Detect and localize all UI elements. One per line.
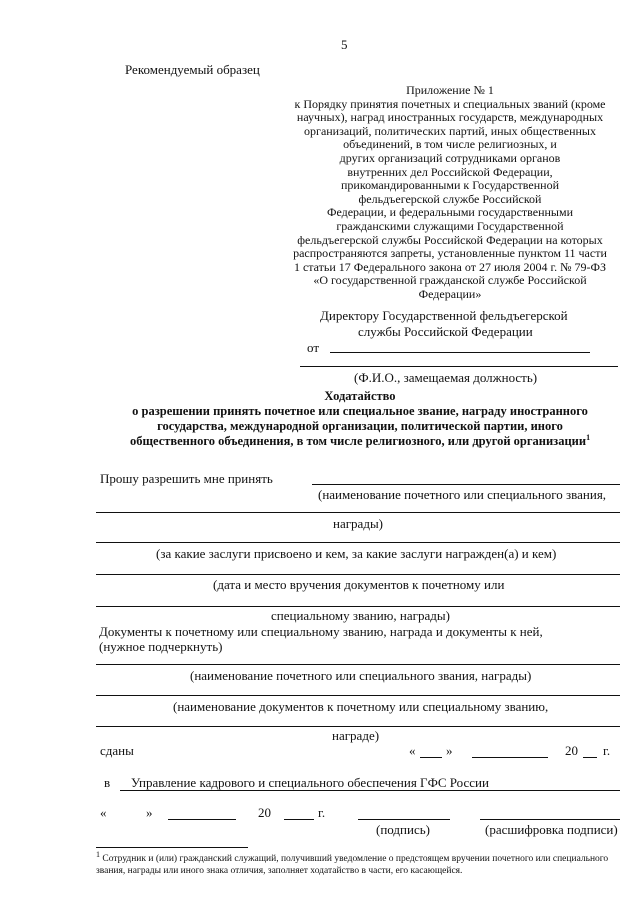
appendix-line: научных), наград иностранных государств, международных xyxy=(296,110,604,125)
handed-month-input[interactable] xyxy=(472,757,548,758)
award-name-input-line[interactable] xyxy=(312,484,620,485)
addressee-line-1: Директору Государственной фельдъегерской xyxy=(320,308,568,323)
quote-open: « xyxy=(409,743,416,758)
quote-open-2: « xyxy=(100,805,107,820)
from-label: от xyxy=(307,340,320,355)
request-label: Прошу разрешить мне принять xyxy=(100,471,273,486)
petition-title-text: общественного объединения, в том числе религиозного, или другой организации xyxy=(129,434,587,448)
handed-day-input[interactable] xyxy=(420,757,442,758)
handed-year-input[interactable] xyxy=(583,757,597,758)
footnote-mark: 1 xyxy=(586,432,591,442)
page-number: 5 xyxy=(341,37,348,52)
footnote-text: Сотрудник и (или) гражданский служащий, получивший уведомление о предстоящем вручении почетного или специального звания, награды или иного знака отличия, заполняет ходатайство в части, его касающейся. xyxy=(96,854,609,876)
footnote-separator xyxy=(96,847,248,848)
signature-caption: (подпись) xyxy=(376,822,430,837)
petition-title-line: о разрешении принять почетное или специальное звание, награду иностранного xyxy=(132,404,588,418)
petition-title-line xyxy=(95,434,625,449)
department-name: Управление кадрового и специального обеспечения ГФС России xyxy=(131,775,489,790)
appendix-line: фельдъегерской службе Российской xyxy=(358,191,542,206)
handed-label: сданы xyxy=(100,743,134,758)
signature-decoding-input-line[interactable] xyxy=(480,819,620,820)
footnote xyxy=(96,849,616,877)
appendix-line: других организаций сотрудниками органов xyxy=(339,150,561,165)
appendix-line: организаций, политических партий, иных общественных xyxy=(304,123,596,138)
decoding-caption: (расшифровка подписи) xyxy=(485,822,618,837)
caption-documents: (наименование документов к почетному или специальному званию, xyxy=(173,699,549,714)
addressee-line-2: службы Российской Федерации xyxy=(358,324,533,339)
award-name-input-line-3[interactable] xyxy=(96,664,620,665)
year-prefix: 20 xyxy=(565,743,578,758)
caption-award-name-end: награды) xyxy=(333,516,384,531)
department-input-line[interactable] xyxy=(120,790,620,791)
date-place-input-line[interactable] xyxy=(96,574,620,575)
appendix-line: фельдъегерской службы Российской Федерации на которых xyxy=(297,232,603,247)
petition-title xyxy=(95,389,625,449)
year-prefix-2: 20 xyxy=(258,805,271,820)
year-suffix-2: г. xyxy=(318,805,326,820)
appendix-line: гражданскими служащими Государственной xyxy=(336,218,564,233)
caption-documents-end: награде) xyxy=(332,728,380,743)
caption-date-place: (дата и место вручения документов к почетному или xyxy=(213,577,505,592)
appendix-line: Федерации» xyxy=(418,286,482,301)
documents-input-line[interactable] xyxy=(96,695,620,696)
quote-close: » xyxy=(446,743,453,758)
appendix-line: объединений, в том числе религиозных, и xyxy=(343,137,557,152)
appendix-line: внутренних дел Российской Федерации, xyxy=(347,164,553,179)
petition-title-line: государства, международной организации, политической партии, иного xyxy=(157,419,563,433)
sign-year-input[interactable] xyxy=(284,819,314,820)
caption-award-name-2: (наименование почетного или специального звания, награды) xyxy=(190,668,532,683)
documents-input-line-2[interactable] xyxy=(96,726,620,727)
appendix-line: прикомандированными к Государственной xyxy=(341,178,559,193)
in-label: в xyxy=(104,775,111,790)
quote-close-2: » xyxy=(146,805,153,820)
from-input-line-2[interactable] xyxy=(300,366,618,367)
footnote-number: 1 xyxy=(96,849,100,859)
date-place-input-line-2[interactable] xyxy=(96,606,620,607)
sign-month-input[interactable] xyxy=(168,819,236,820)
from-caption: (Ф.И.О., замещаемая должность) xyxy=(354,370,538,385)
appendix-line: Приложение № 1 xyxy=(406,83,494,97)
merits-input-line[interactable] xyxy=(96,542,620,543)
recommended-sample-label: Рекомендуемый образец xyxy=(125,62,260,77)
award-name-input-line-2[interactable] xyxy=(96,512,620,513)
documents-text: Документы к почетному или специальному званию, награда и документы к ней, xyxy=(99,624,543,639)
appendix-block xyxy=(280,84,620,302)
appendix-line: распространяются запреты, установленные пунктом 11 части xyxy=(293,246,607,261)
petition-heading: Ходатайство xyxy=(324,389,396,403)
appendix-line: к Порядку принятия почетных и специальных званий (кроме xyxy=(294,96,606,111)
appendix-line: Федерации, и федеральными государственными xyxy=(326,205,574,220)
appendix-line: 1 статьи 17 Федерального закона от 27 июля 2004 г. № 79-ФЗ xyxy=(293,259,607,274)
caption-award-name: (наименование почетного или специального звания, xyxy=(318,487,607,502)
from-input-line[interactable] xyxy=(330,352,590,353)
caption-merits: (за какие заслуги присвоено и кем, за какие заслуги награжден(а) и кем) xyxy=(156,546,557,561)
appendix-line: «О государственной гражданской службе Российской xyxy=(313,273,587,288)
documents-underline-note: (нужное подчеркнуть) xyxy=(99,639,223,654)
signature-input-line[interactable] xyxy=(358,819,450,820)
year-suffix: г. xyxy=(603,743,611,758)
caption-date-place-end: специальному званию, награды) xyxy=(271,608,450,623)
